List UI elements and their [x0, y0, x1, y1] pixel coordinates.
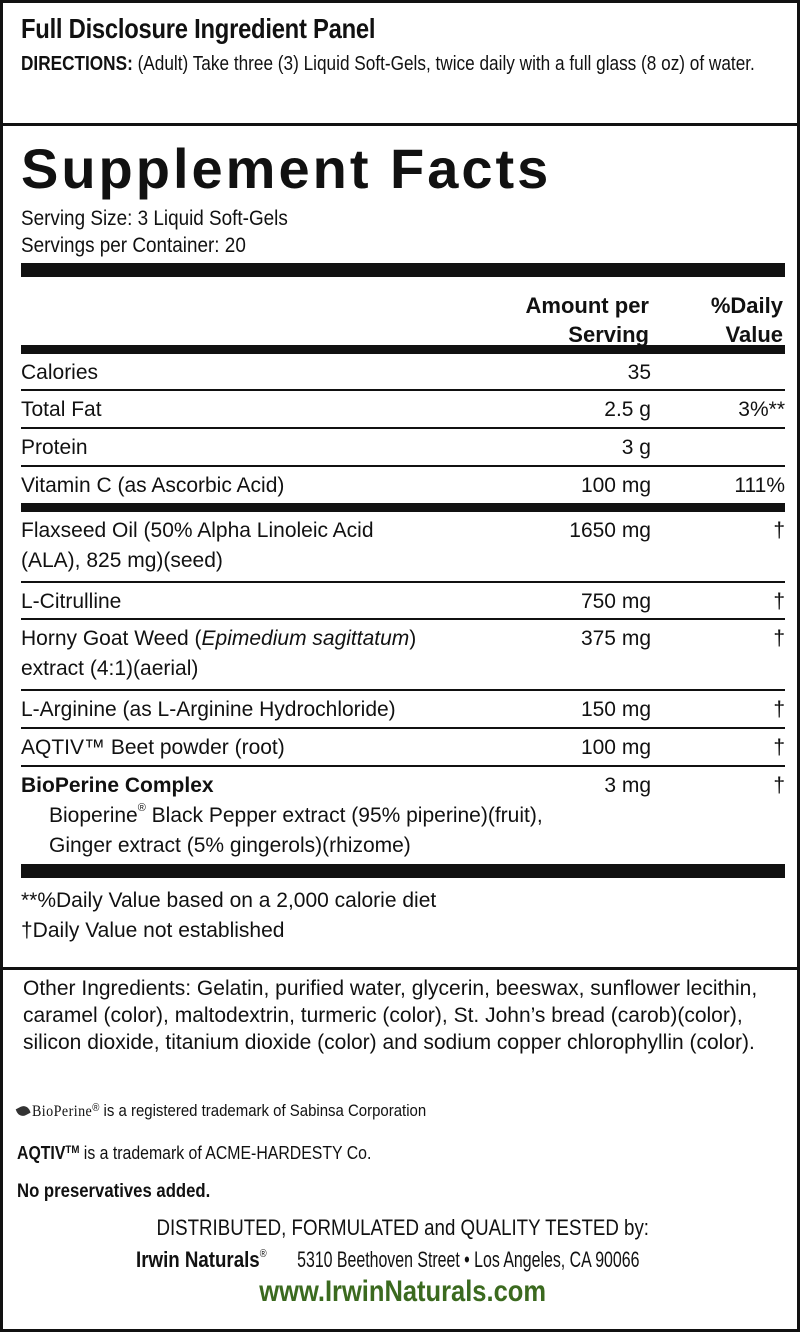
row-dv: 111% — [734, 474, 785, 497]
registered-mark: ® — [92, 1102, 100, 1114]
aqtiv-trademark — [17, 1143, 371, 1164]
table-row — [21, 729, 785, 765]
leaf-icon — [16, 1104, 31, 1119]
table-row — [21, 512, 785, 581]
table-row — [21, 767, 785, 864]
row-dv: † — [773, 736, 785, 759]
serving-size: Serving Size: 3 Liquid Soft-Gels — [21, 207, 288, 230]
row-amount: 375 mg — [580, 627, 651, 650]
amount-header-line2: Serving — [568, 322, 649, 347]
row-name — [21, 624, 416, 684]
company-address — [3, 1247, 800, 1273]
row-name-pre: Horny Goat Weed ( — [21, 627, 202, 650]
dv-header — [711, 291, 783, 349]
bioperine-text: Bioperine — [49, 804, 138, 827]
directions-label: DIRECTIONS: — [21, 53, 133, 75]
row-amount: 1650 mg — [569, 519, 651, 542]
distributed-by — [3, 1215, 800, 1241]
address-line — [136, 1247, 669, 1273]
servings-per-container: Servings per Container: 20 — [21, 234, 246, 257]
trademark-mark: TM — [65, 1144, 80, 1156]
registered-mark: ® — [137, 802, 146, 814]
row-name-line2: extract (4:1)(aerial) — [21, 657, 199, 680]
row-name: AQTIV™ Beet powder (root) — [21, 736, 285, 759]
row-dv: † — [773, 519, 785, 542]
bioperine-logo: BioPerine — [31, 1103, 93, 1120]
medium-rule — [21, 503, 785, 512]
website-text[interactable]: www.IrwinNaturals.com — [259, 1275, 547, 1308]
footnotes — [21, 878, 783, 946]
row-dv: 3%** — [738, 398, 785, 421]
row-name-post: ) — [409, 627, 417, 650]
row-dv: † — [773, 774, 785, 797]
row-amount: 100 mg — [580, 474, 651, 497]
row-dv: † — [773, 698, 785, 721]
row-name: L-Citrulline — [21, 590, 122, 613]
dv-header-line2: Value — [725, 322, 783, 347]
row-amount: 150 mg — [580, 698, 651, 721]
row-amount: 2.5 g — [604, 398, 651, 421]
directions-text: (Adult) Take three (3) Liquid Soft-Gels, twice daily with a full glass (8 oz) of water. — [132, 53, 755, 75]
aqtiv-name: AQTIV — [17, 1143, 66, 1163]
no-preservatives: No preservatives added. — [17, 1181, 211, 1202]
table-row — [21, 691, 785, 727]
company-name: Irwin Naturals — [136, 1247, 261, 1272]
row-dv: † — [773, 590, 785, 613]
row-amount: 100 mg — [580, 736, 651, 759]
row-name-line2: (ALA), 825 mg)(seed) — [21, 549, 223, 572]
header — [3, 3, 797, 126]
website-link[interactable] — [3, 1275, 800, 1309]
table-row — [21, 467, 785, 503]
row-name-line1: Flaxseed Oil (50% Alpha Linoleic Acid — [21, 519, 374, 542]
bioperine-trademark — [17, 1101, 426, 1121]
row-name: L-Arginine (as L-Arginine Hydrochloride) — [21, 698, 396, 721]
row-name: Calories — [21, 361, 99, 384]
row-name: BioPerine Complex — [21, 774, 214, 797]
medium-rule — [21, 345, 785, 354]
section-divider — [3, 967, 797, 970]
table-row — [21, 620, 785, 689]
row-name: Protein — [21, 436, 88, 459]
footnote-dv: **%Daily Value based on a 2,000 calorie diet — [21, 889, 437, 912]
amount-header-line1: Amount per — [525, 293, 649, 318]
facts-title: Supplement Facts — [21, 137, 552, 200]
row-name — [21, 516, 374, 576]
aqtiv-trademark-text: is a trademark of ACME-HARDESTY Co. — [79, 1143, 372, 1163]
row-sub-line1 — [49, 801, 543, 831]
address-text: 5310 Beethoven Street • Los Angeles, CA 90066 — [297, 1247, 640, 1272]
row-sub-line2: Ginger extract (5% gingerols)(rhizome) — [49, 834, 411, 857]
distributed-text: DISTRIBUTED, FORMULATED and QUALITY TESTED by: — [156, 1215, 650, 1240]
row-dv: † — [773, 627, 785, 650]
table-row — [21, 429, 785, 465]
dv-header-line1: %Daily — [710, 293, 783, 318]
amount-header — [526, 291, 649, 349]
other-ingredients: Other Ingredients: Gelatin, purified water, glycerin, beeswax, sunflower lecithin, caramel (color), maltodextrin, turmeric (color), St. John’s bread (carob)(color), silicon dioxide, titanium dioxide (color) and sodium copper chlorophyllin (color). — [23, 977, 758, 1054]
row-amount: 3 g — [621, 436, 651, 459]
registered-mark: ® — [260, 1248, 267, 1260]
thick-rule — [21, 864, 785, 878]
row-amount: 750 mg — [580, 590, 651, 613]
table-row — [21, 391, 785, 427]
row-name: Vitamin C (as Ascorbic Acid) — [21, 474, 285, 497]
column-header — [21, 277, 783, 345]
bioperine-trademark-text: is a registered trademark of Sabinsa Corporation — [99, 1101, 427, 1120]
row-amount: 35 — [627, 361, 651, 384]
table-row — [21, 354, 785, 389]
row-name: Total Fat — [21, 398, 102, 421]
row-amount: 3 mg — [604, 774, 651, 797]
bioperine-desc: Black Pepper extract (95% piperine)(fruit), — [145, 804, 543, 827]
row-name-italic: Epimedium sagittatum — [201, 627, 410, 650]
directions — [21, 51, 791, 77]
thick-rule — [21, 263, 785, 277]
supplement-facts — [21, 129, 783, 946]
footnote-dagger: †Daily Value not established — [21, 919, 285, 942]
table-row — [21, 583, 785, 618]
panel-title: Full Disclosure Ingredient Panel — [21, 13, 376, 44]
